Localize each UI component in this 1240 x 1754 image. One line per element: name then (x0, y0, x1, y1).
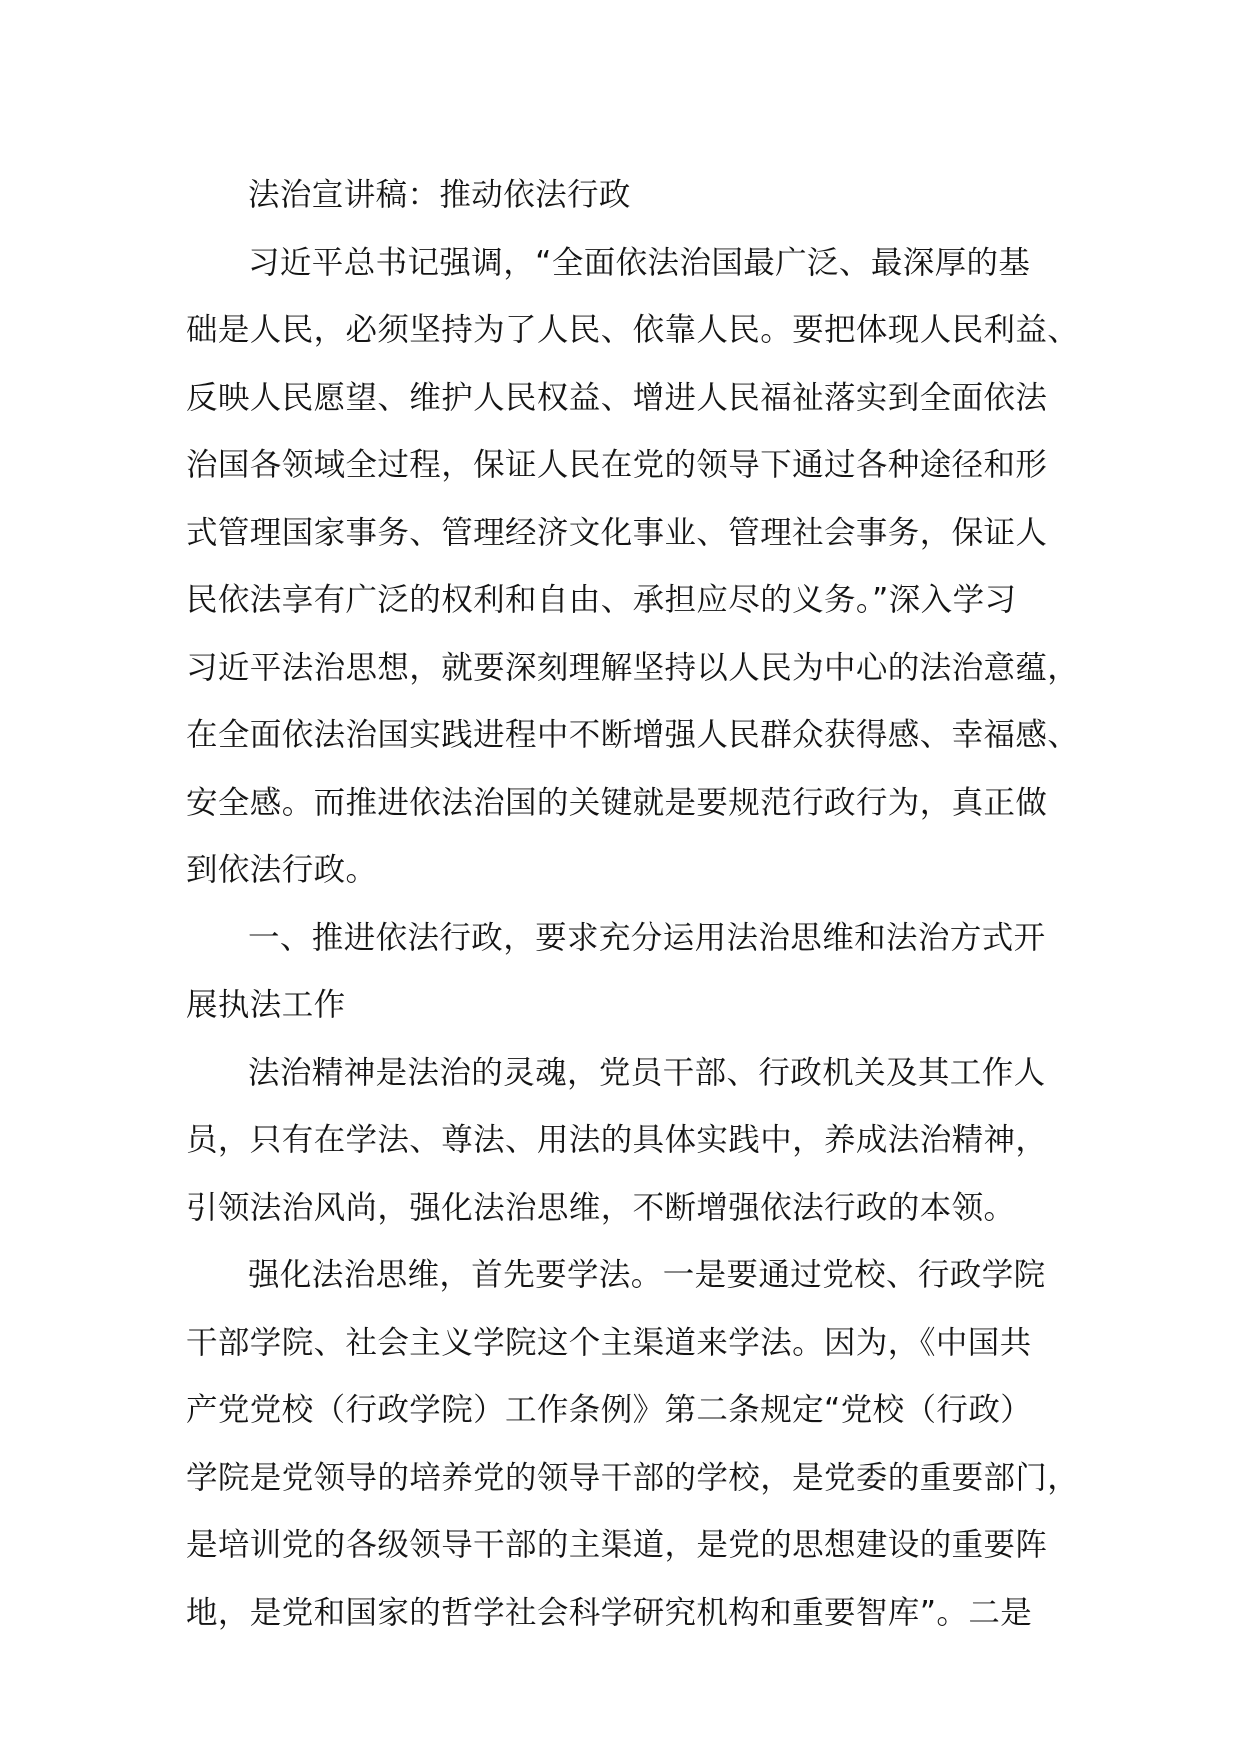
document-title: 法治宣讲稿：推动依法行政 (248, 177, 631, 213)
section-heading-line: 展执法工作 (186, 987, 346, 1023)
paragraph-line: 产党党校（行政学院）工作条例》第二条规定“党校（行政） (186, 1392, 1033, 1428)
paragraph-line: 到依法行政。 (186, 852, 378, 888)
section-heading-line: 一、推进依法行政，要求充分运用法治思维和法治方式开 (248, 920, 1046, 956)
paragraph-line: 地，是党和国家的哲学社会科学研究机构和重要智库”。二是 (186, 1595, 1033, 1631)
paragraph-line: 础是人民，必须坚持为了人民、依靠人民。要把体现人民利益、 (186, 312, 1080, 348)
paragraph-line: 治国各领域全过程，保证人民在党的领导下通过各种途径和形 (186, 447, 1048, 483)
paragraph-line: 习近平法治思想，就要深刻理解坚持以人民为中心的法治意蕴， (186, 650, 1080, 686)
paragraph-line: 民依法享有广泛的权利和自由、承担应尽的义务。”深入学习 (186, 582, 1017, 618)
paragraph-line: 反映人民愿望、维护人民权益、增进人民福祉落实到全面依法 (186, 380, 1048, 416)
paragraph-line: 安全感。而推进依法治国的关键就是要规范行政行为，真正做 (186, 785, 1048, 821)
paragraph-line: 员，只有在学法、尊法、用法的具体实践中，养成法治精神， (186, 1122, 1048, 1158)
paragraph-line: 干部学院、社会主义学院这个主渠道来学法。因为，《中国共 (186, 1325, 1032, 1361)
paragraph-line: 法治精神是法治的灵魂，党员干部、行政机关及其工作人 (248, 1055, 1046, 1091)
paragraph-line: 是培训党的各级领导干部的主渠道，是党的思想建设的重要阵 (186, 1527, 1048, 1563)
paragraph-line: 学院是党领导的培养党的领导干部的学校，是党委的重要部门， (186, 1460, 1080, 1496)
paragraph-line: 习近平总书记强调，“全面依法治国最广泛、最深厚的基 (248, 245, 1031, 281)
paragraph-line: 引领法治风尚，强化法治思维，不断增强依法行政的本领。 (186, 1190, 1016, 1226)
paragraph-line: 强化法治思维，首先要学法。一是要通过党校、行政学院 (248, 1257, 1046, 1293)
paragraph-line: 在全面依法治国实践进程中不断增强人民群众获得感、幸福感、 (186, 717, 1080, 753)
paragraph-line: 式管理国家事务、管理经济文化事业、管理社会事务，保证人 (186, 515, 1048, 551)
